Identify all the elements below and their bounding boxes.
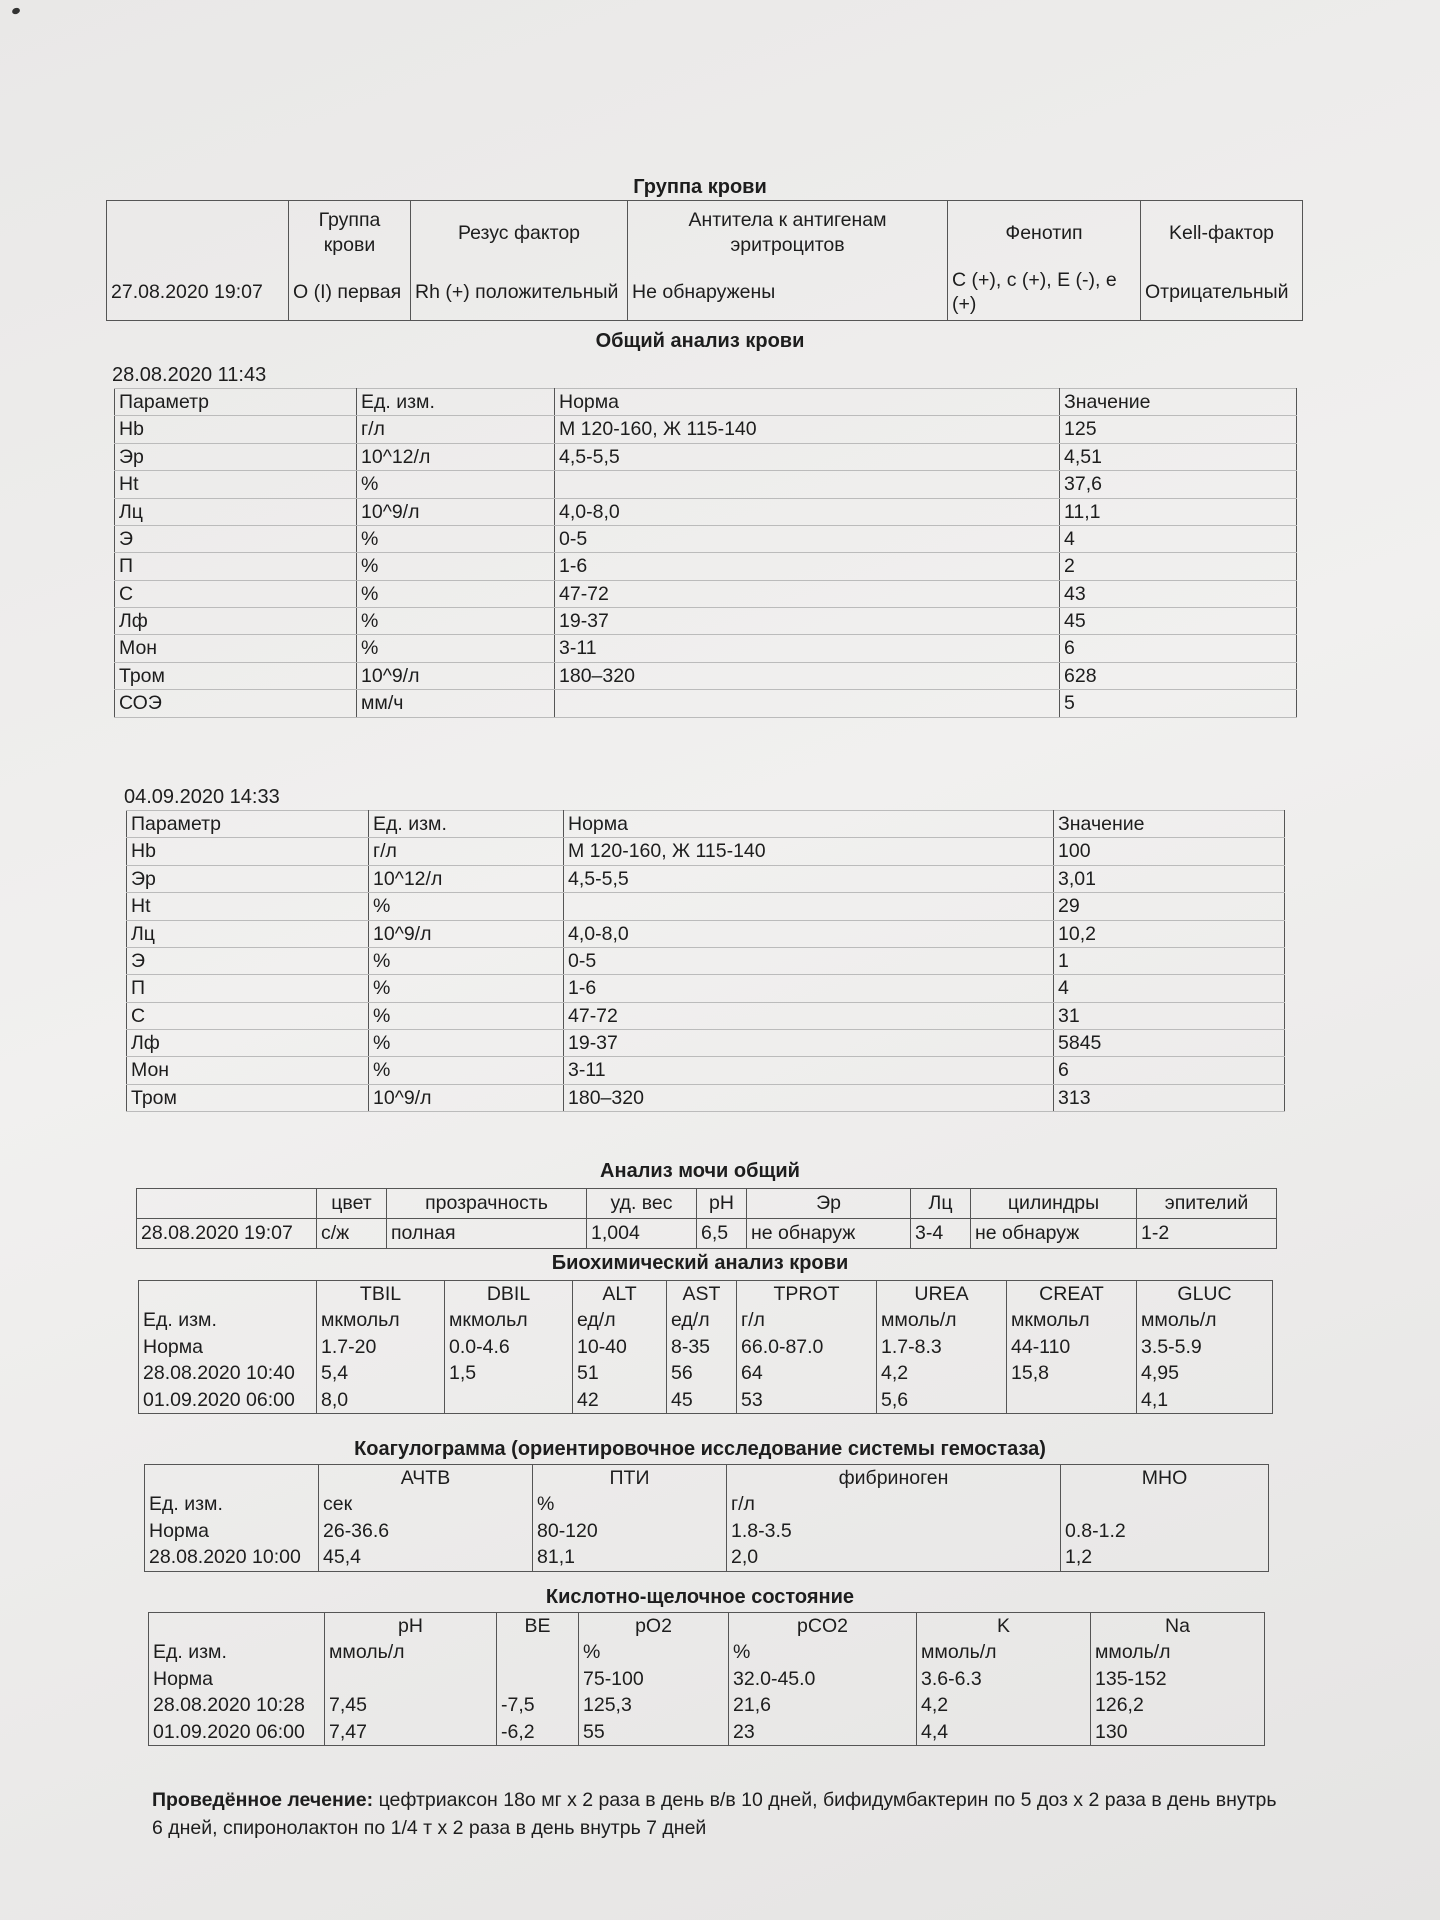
urine-header-cell: pH xyxy=(697,1189,747,1219)
coag-cell: г/л xyxy=(727,1491,1061,1517)
biochem-cell: г/л xyxy=(737,1307,877,1333)
param-cell: Лц xyxy=(127,920,369,947)
value-cell: 4 xyxy=(1060,525,1297,552)
table-row xyxy=(127,838,1285,865)
norm-cell: 1-6 xyxy=(555,553,1060,580)
biochem-header-cell: CREAT xyxy=(1007,1281,1137,1308)
param-cell: Ht xyxy=(127,893,369,920)
acid_base-cell: 28.08.2020 10:28 xyxy=(149,1692,325,1718)
cbc-header-cell: Ед. изм. xyxy=(369,811,564,838)
coag-cell: 80-120 xyxy=(533,1518,727,1544)
value-cell: 6 xyxy=(1060,635,1297,662)
table-row xyxy=(139,1307,1273,1333)
urine-header-row xyxy=(137,1189,1277,1219)
urine-cell: не обнаруж xyxy=(747,1219,911,1249)
norm-cell: 19-37 xyxy=(555,608,1060,635)
biochem-cell: мкмольл xyxy=(1007,1307,1137,1333)
table-row xyxy=(115,580,1297,607)
acid_base-cell: 135-152 xyxy=(1091,1666,1265,1692)
biochem-cell: ммоль/л xyxy=(1137,1307,1273,1333)
table-row xyxy=(149,1719,1265,1746)
table-row xyxy=(145,1544,1269,1571)
acid-base-table xyxy=(148,1612,1265,1746)
norm-cell: 4,5-5,5 xyxy=(555,443,1060,470)
value-cell: 125 xyxy=(1060,416,1297,443)
acid_base-cell: 55 xyxy=(579,1719,729,1746)
table-row xyxy=(137,1219,1277,1249)
value-cell: 29 xyxy=(1054,893,1285,920)
coag-cell: Норма xyxy=(145,1518,319,1544)
acid_base-header-cell: Na xyxy=(1091,1613,1265,1640)
value-cell: 31 xyxy=(1054,1002,1285,1029)
param-cell: Эр xyxy=(127,865,369,892)
value-cell: 1 xyxy=(1054,947,1285,974)
unit-cell: % xyxy=(369,893,564,920)
urine-header-cell: Эр xyxy=(747,1189,911,1219)
kell-value: Отрицательный xyxy=(1141,265,1303,321)
table-row xyxy=(127,893,1285,920)
table-row xyxy=(127,947,1285,974)
unit-cell: г/л xyxy=(357,416,555,443)
norm-cell: 3-11 xyxy=(555,635,1060,662)
param-cell: Мон xyxy=(115,635,357,662)
urine-header-cell: цилиндры xyxy=(971,1189,1137,1219)
value-cell: 4 xyxy=(1054,975,1285,1002)
acid_base-cell: 126,2 xyxy=(1091,1692,1265,1718)
acid_base-cell xyxy=(325,1666,497,1692)
cbc-table-1 xyxy=(114,388,1297,718)
table-row xyxy=(127,975,1285,1002)
coag-cell: 0.8-1.2 xyxy=(1061,1518,1269,1544)
biochem-table xyxy=(138,1280,1273,1414)
acid_base-header-cell xyxy=(149,1613,325,1640)
acid_base-cell: 75-100 xyxy=(579,1666,729,1692)
norm-cell xyxy=(555,690,1060,717)
urine-header-cell: прозрачность xyxy=(387,1189,587,1219)
biochem-cell: 1,5 xyxy=(445,1360,573,1386)
table-row xyxy=(127,1057,1285,1084)
table-row xyxy=(115,471,1297,498)
biochem-cell: 4,95 xyxy=(1137,1360,1273,1386)
cbc-header-cell: Параметр xyxy=(115,389,357,416)
coag-header-cell: АЧТВ xyxy=(319,1465,533,1492)
cbc-header-row xyxy=(115,389,1297,416)
coag-header-cell: МНО xyxy=(1061,1465,1269,1492)
param-cell: Мон xyxy=(127,1057,369,1084)
biochem-cell: ед/л xyxy=(573,1307,667,1333)
table-row xyxy=(145,1491,1269,1517)
value-cell: 45 xyxy=(1060,608,1297,635)
param-cell: Тром xyxy=(115,662,357,689)
biochem-cell: 51 xyxy=(573,1360,667,1386)
biochem-cell: 0.0-4.6 xyxy=(445,1334,573,1360)
biochem-header-cell: ALT xyxy=(573,1281,667,1308)
acid_base-cell: 7,45 xyxy=(325,1692,497,1718)
biochem-cell: 53 xyxy=(737,1387,877,1414)
acid_base-cell: 23 xyxy=(729,1719,917,1746)
value-cell: 43 xyxy=(1060,580,1297,607)
norm-cell: 3-11 xyxy=(564,1057,1054,1084)
table-row xyxy=(127,1002,1285,1029)
unit-cell: % xyxy=(357,525,555,552)
acid_base-cell: ммоль/л xyxy=(917,1639,1091,1665)
norm-cell xyxy=(564,893,1054,920)
biochem-cell: 5,6 xyxy=(877,1387,1007,1414)
coag-cell: 1.8-3.5 xyxy=(727,1518,1061,1544)
acid_base-cell: 32.0-45.0 xyxy=(729,1666,917,1692)
table-row xyxy=(115,498,1297,525)
cbc-header-cell: Значение xyxy=(1060,389,1297,416)
biochem-cell: 3.5-5.9 xyxy=(1137,1334,1273,1360)
biochem-header-cell: TPROT xyxy=(737,1281,877,1308)
urine-table xyxy=(136,1188,1277,1249)
coag-cell: Ед. изм. xyxy=(145,1491,319,1517)
header-blood-group: Группа крови xyxy=(289,201,411,265)
value-cell: 100 xyxy=(1054,838,1285,865)
table-row xyxy=(115,443,1297,470)
acid_base-cell: -6,2 xyxy=(497,1719,579,1746)
table-row xyxy=(115,690,1297,717)
unit-cell: % xyxy=(369,947,564,974)
biochem-cell: ед/л xyxy=(667,1307,737,1333)
biochem-cell: мкмольл xyxy=(317,1307,445,1333)
unit-cell: % xyxy=(357,580,555,607)
norm-cell: 47-72 xyxy=(564,1002,1054,1029)
biochem-cell: 5,4 xyxy=(317,1360,445,1386)
treatment-text: цефтриаксон 18о мг х 2 раза в день в/в 10 дней, бифидумбактерин по 5 доз х 2 раза в день внутрь 6 дней, спиронолактон по 1/4 т х 2 раза в день внутрь 7 дней xyxy=(152,1789,1277,1840)
urine-cell: 1,004 xyxy=(587,1219,697,1249)
urine-header-cell: цвет xyxy=(317,1189,387,1219)
table-row xyxy=(149,1666,1265,1692)
cbc-table-2 xyxy=(126,810,1285,1112)
biochem-cell: 42 xyxy=(573,1387,667,1414)
table-row xyxy=(127,1030,1285,1057)
cbc-header-cell: Норма xyxy=(555,389,1060,416)
coag-cell: сек xyxy=(319,1491,533,1517)
coag-cell xyxy=(1061,1491,1269,1517)
coag-table xyxy=(144,1464,1269,1572)
blood-group-value: О (I) первая xyxy=(289,265,411,321)
biochem-cell: Ед. изм. xyxy=(139,1307,317,1333)
coag-title: Коагулограмма (ориентировочное исследование системы гемостаза) xyxy=(354,1438,1046,1460)
acid_base-header-cell: pH xyxy=(325,1613,497,1640)
unit-cell: % xyxy=(369,1002,564,1029)
biochem-cell: 66.0-87.0 xyxy=(737,1334,877,1360)
urine-cell: 28.08.2020 19:07 xyxy=(137,1219,317,1249)
acid_base-cell: -7,5 xyxy=(497,1692,579,1718)
biochem-header-cell: AST xyxy=(667,1281,737,1308)
biochem-header-cell: GLUC xyxy=(1137,1281,1273,1308)
biochem-cell: 45 xyxy=(667,1387,737,1414)
value-cell: 2 xyxy=(1060,553,1297,580)
coag-cell: 26-36.6 xyxy=(319,1518,533,1544)
blood-group-date: 27.08.2020 19:07 xyxy=(107,265,289,321)
coag-cell: 2,0 xyxy=(727,1544,1061,1571)
param-cell: Hb xyxy=(127,838,369,865)
coag-cell: 28.08.2020 10:00 xyxy=(145,1544,319,1571)
table-row xyxy=(149,1639,1265,1665)
cbc-header-cell: Ед. изм. xyxy=(357,389,555,416)
unit-cell: г/л xyxy=(369,838,564,865)
table-row xyxy=(127,920,1285,947)
biochem-cell: 4,1 xyxy=(1137,1387,1273,1414)
acid_base-cell: % xyxy=(579,1639,729,1665)
acid_base-cell: 4,4 xyxy=(917,1719,1091,1746)
param-cell: П xyxy=(127,975,369,1002)
cbc-title: Общий анализ крови xyxy=(595,330,805,352)
unit-cell: % xyxy=(369,1030,564,1057)
biochem-cell: 1.7-20 xyxy=(317,1334,445,1360)
unit-cell: % xyxy=(369,1057,564,1084)
param-cell: Лф xyxy=(115,608,357,635)
urine-cell: не обнаруж xyxy=(971,1219,1137,1249)
biochem-header-cell xyxy=(139,1281,317,1308)
cbc-header-cell: Норма xyxy=(564,811,1054,838)
biochem-header-cell: DBIL xyxy=(445,1281,573,1308)
value-cell: 4,51 xyxy=(1060,443,1297,470)
coag-cell: 45,4 xyxy=(319,1544,533,1571)
coag-header-row xyxy=(145,1465,1269,1492)
table-row xyxy=(127,865,1285,892)
norm-cell: М 120-160, Ж 115-140 xyxy=(555,416,1060,443)
table-row xyxy=(115,525,1297,552)
acid_base-header-cell: K xyxy=(917,1613,1091,1640)
unit-cell: мм/ч xyxy=(357,690,555,717)
param-cell: Hb xyxy=(115,416,357,443)
param-cell: Лф xyxy=(127,1030,369,1057)
blood-group-table xyxy=(106,200,1303,321)
norm-cell: 180–320 xyxy=(555,662,1060,689)
urine-cell: 1-2 xyxy=(1137,1219,1277,1249)
acid-base-title: Кислотно-щелочное состояние xyxy=(545,1586,855,1608)
param-cell: Лц xyxy=(115,498,357,525)
value-cell: 628 xyxy=(1060,662,1297,689)
table-row xyxy=(149,1692,1265,1718)
biochem-cell: 8-35 xyxy=(667,1334,737,1360)
phenotype-value: С (+), с (+), Е (-), е (+) xyxy=(948,265,1141,321)
blood-group-title: Группа крови xyxy=(633,176,767,198)
header-antibodies: Антитела к антигенам эритроцитов xyxy=(628,201,948,265)
unit-cell: % xyxy=(357,608,555,635)
acid_base-cell: 01.09.2020 06:00 xyxy=(149,1719,325,1746)
value-cell: 11,1 xyxy=(1060,498,1297,525)
biochem-cell: Норма xyxy=(139,1334,317,1360)
table-row xyxy=(115,608,1297,635)
param-cell: С xyxy=(115,580,357,607)
biochem-cell: 8,0 xyxy=(317,1387,445,1414)
urine-title: Анализ мочи общий xyxy=(600,1160,800,1182)
value-cell: 313 xyxy=(1054,1084,1285,1111)
biochem-title: Биохимический анализ крови xyxy=(551,1252,849,1274)
acid_base-cell: ммоль/л xyxy=(325,1639,497,1665)
norm-cell: 4,0-8,0 xyxy=(555,498,1060,525)
header-rhesus: Резус фактор xyxy=(411,201,628,265)
unit-cell: 10^9/л xyxy=(369,920,564,947)
urine-cell: 6,5 xyxy=(697,1219,747,1249)
table-row xyxy=(115,662,1297,689)
value-cell: 5845 xyxy=(1054,1030,1285,1057)
coag-cell: 1,2 xyxy=(1061,1544,1269,1571)
unit-cell: 10^12/л xyxy=(369,865,564,892)
urine-header-cell: уд. вес xyxy=(587,1189,697,1219)
biochem-cell: 64 xyxy=(737,1360,877,1386)
table-row xyxy=(115,553,1297,580)
header-phenotype: Фенотип xyxy=(948,201,1141,265)
acid_base-header-row xyxy=(149,1613,1265,1640)
urine-header-cell: эпителий xyxy=(1137,1189,1277,1219)
table-row xyxy=(139,1360,1273,1386)
coag-header-cell: фибриноген xyxy=(727,1465,1061,1492)
unit-cell: 10^9/л xyxy=(357,498,555,525)
unit-cell: % xyxy=(357,471,555,498)
acid_base-header-cell: BE xyxy=(497,1613,579,1640)
norm-cell xyxy=(555,471,1060,498)
unit-cell: % xyxy=(369,975,564,1002)
value-cell: 5 xyxy=(1060,690,1297,717)
cbc-header-cell: Параметр xyxy=(127,811,369,838)
biochem-cell: ммоль/л xyxy=(877,1307,1007,1333)
antibodies-value: Не обнаружены xyxy=(628,265,948,321)
acid_base-cell xyxy=(497,1639,579,1665)
param-cell: С xyxy=(127,1002,369,1029)
param-cell: П xyxy=(115,553,357,580)
unit-cell: % xyxy=(357,635,555,662)
coag-header-cell: ПТИ xyxy=(533,1465,727,1492)
acid_base-cell: 130 xyxy=(1091,1719,1265,1746)
cbc-date-1: 28.08.2020 11:43 xyxy=(112,364,267,386)
norm-cell: 4,5-5,5 xyxy=(564,865,1054,892)
urine-cell: полная xyxy=(387,1219,587,1249)
value-cell: 10,2 xyxy=(1054,920,1285,947)
param-cell: Эр xyxy=(115,443,357,470)
biochem-cell: 1.7-8.3 xyxy=(877,1334,1007,1360)
biochem-header-cell: UREA xyxy=(877,1281,1007,1308)
acid_base-header-cell: pO2 xyxy=(579,1613,729,1640)
coag-header-cell xyxy=(145,1465,319,1492)
acid_base-cell: 21,6 xyxy=(729,1692,917,1718)
norm-cell: 0-5 xyxy=(564,947,1054,974)
norm-cell: 0-5 xyxy=(555,525,1060,552)
param-cell: Э xyxy=(127,947,369,974)
acid_base-cell xyxy=(497,1666,579,1692)
urine-cell: с/ж xyxy=(317,1219,387,1249)
biochem-cell: мкмольл xyxy=(445,1307,573,1333)
biochem-header-row xyxy=(139,1281,1273,1308)
acid_base-cell: 3.6-6.3 xyxy=(917,1666,1091,1692)
ink-dot xyxy=(11,7,21,15)
unit-cell: 10^9/л xyxy=(357,662,555,689)
acid_base-cell: Ед. изм. xyxy=(149,1639,325,1665)
biochem-cell: 44-110 xyxy=(1007,1334,1137,1360)
param-cell: Тром xyxy=(127,1084,369,1111)
table-row xyxy=(115,635,1297,662)
treatment-note xyxy=(152,1786,1282,1843)
cbc-header-row xyxy=(127,811,1285,838)
treatment-label: Проведённое лечение: xyxy=(152,1789,374,1811)
biochem-cell: 56 xyxy=(667,1360,737,1386)
coag-cell: 81,1 xyxy=(533,1544,727,1571)
cbc-date-2: 04.09.2020 14:33 xyxy=(124,786,280,808)
norm-cell: М 120-160, Ж 115-140 xyxy=(564,838,1054,865)
acid_base-cell: 125,3 xyxy=(579,1692,729,1718)
coag-cell: % xyxy=(533,1491,727,1517)
table-row xyxy=(127,1084,1285,1111)
biochem-cell: 01.09.2020 06:00 xyxy=(139,1387,317,1414)
biochem-cell: 4,2 xyxy=(877,1360,1007,1386)
acid_base-header-cell: pCO2 xyxy=(729,1613,917,1640)
value-cell: 37,6 xyxy=(1060,471,1297,498)
header-kell: Kell-фактор xyxy=(1141,201,1303,265)
table-row xyxy=(139,1334,1273,1360)
unit-cell: 10^9/л xyxy=(369,1084,564,1111)
norm-cell: 180–320 xyxy=(564,1084,1054,1111)
acid_base-cell: % xyxy=(729,1639,917,1665)
biochem-cell: 15,8 xyxy=(1007,1360,1137,1386)
param-cell: Ht xyxy=(115,471,357,498)
blood-group-corner xyxy=(107,201,289,265)
param-cell: СОЭ xyxy=(115,690,357,717)
biochem-cell xyxy=(445,1387,573,1414)
urine-header-cell xyxy=(137,1189,317,1219)
norm-cell: 4,0-8,0 xyxy=(564,920,1054,947)
biochem-cell: 10-40 xyxy=(573,1334,667,1360)
urine-cell: 3-4 xyxy=(911,1219,971,1249)
value-cell: 3,01 xyxy=(1054,865,1285,892)
norm-cell: 19-37 xyxy=(564,1030,1054,1057)
acid_base-cell: 7,47 xyxy=(325,1719,497,1746)
cbc-header-cell: Значение xyxy=(1054,811,1285,838)
acid_base-cell: Норма xyxy=(149,1666,325,1692)
acid_base-cell: ммоль/л xyxy=(1091,1639,1265,1665)
value-cell: 6 xyxy=(1054,1057,1285,1084)
table-row xyxy=(139,1387,1273,1414)
biochem-cell xyxy=(1007,1387,1137,1414)
norm-cell: 47-72 xyxy=(555,580,1060,607)
table-row xyxy=(145,1518,1269,1544)
unit-cell: % xyxy=(357,553,555,580)
biochem-header-cell: TBIL xyxy=(317,1281,445,1308)
norm-cell: 1-6 xyxy=(564,975,1054,1002)
acid_base-cell: 4,2 xyxy=(917,1692,1091,1718)
unit-cell: 10^12/л xyxy=(357,443,555,470)
urine-header-cell: Лц xyxy=(911,1189,971,1219)
rhesus-value: Rh (+) положительный xyxy=(411,265,628,321)
param-cell: Э xyxy=(115,525,357,552)
biochem-cell: 28.08.2020 10:40 xyxy=(139,1360,317,1386)
table-row xyxy=(115,416,1297,443)
